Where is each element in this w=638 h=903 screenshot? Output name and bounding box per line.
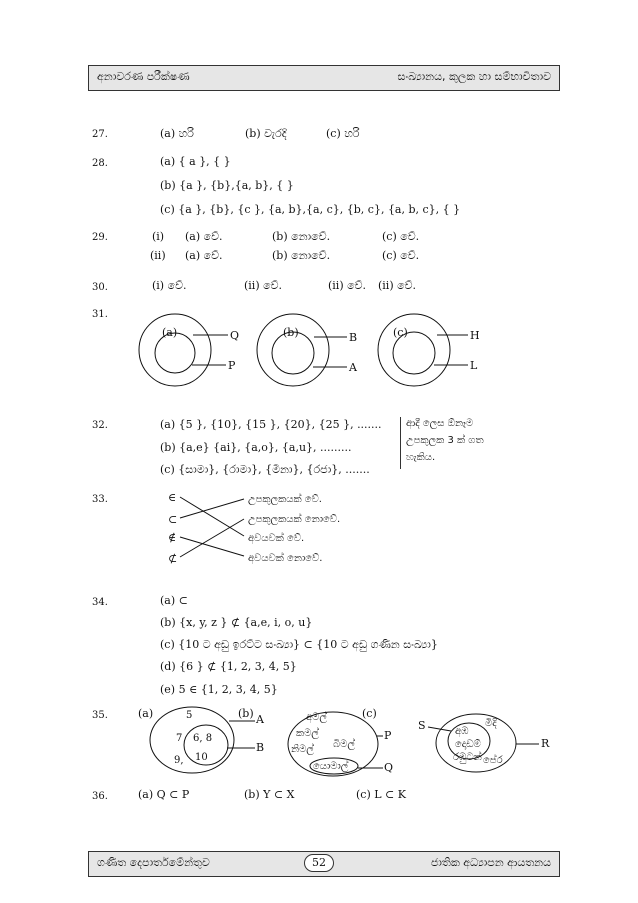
q34-d: (d) {6 } ⊄ {1, 2, 3, 4, 5} — [160, 660, 297, 673]
q35-c-rambutan: රඹුටන් — [453, 752, 482, 763]
q35-b-yomal: යොමාල් — [313, 761, 349, 772]
q29-r1-b: (b) නොවේ. — [272, 230, 331, 243]
q31-b-A: A — [349, 361, 357, 374]
q28-b: (b) {a }, {b},{a, b}, { } — [160, 179, 294, 192]
q35-a-val-9: 9, — [174, 755, 184, 766]
q33-right-4: අවයවක් නොවේ. — [248, 553, 323, 564]
q36-number: 36. — [92, 791, 108, 802]
q33-right-3: අවයවක් වේ. — [248, 533, 305, 544]
q35-a-label: (a) — [138, 707, 154, 720]
q35-a-val-5: 5 — [186, 710, 193, 721]
q35-a-val-7: 7 — [176, 733, 183, 744]
q34-b: (b) {x, y, z } ⊄ {a,e, i, o, u} — [160, 616, 313, 629]
q35-c-aba: අඹ — [455, 726, 469, 737]
header-left-title: අනාවරණ පරීක්ෂණ — [97, 70, 190, 83]
q33-symbol-2: ⊂ — [168, 513, 178, 526]
q31-a-P: P — [228, 359, 236, 372]
q33-number: 33. — [92, 494, 108, 505]
q35-b-label: (b) — [238, 707, 254, 720]
q35-b-bimal: බිමල් — [333, 739, 355, 750]
q30-p3: (ii) වේ. — [328, 279, 367, 292]
q31-b-label: (b) — [283, 326, 299, 339]
q33-symbol-3: ∉ — [168, 531, 177, 544]
q29-r1-index: (i) — [152, 230, 165, 243]
q29-r1-a: (a) වේ. — [185, 230, 223, 243]
q31-a-inner-circle — [155, 333, 195, 373]
q30-p2: (ii) වේ. — [244, 279, 283, 292]
q28-number: 28. — [92, 158, 108, 169]
q34-number: 34. — [92, 597, 108, 608]
q35-number: 35. — [92, 710, 108, 721]
q33-match-line-4 — [180, 519, 244, 557]
q31-b-inner-circle — [272, 332, 314, 374]
q35-a-inner-ellipse — [184, 725, 228, 765]
q32-note-line1: ආදී ලෙස ඕනෑම — [406, 418, 474, 429]
q35-b-P: P — [384, 729, 392, 742]
q31-c-outer-circle — [378, 314, 450, 386]
q35-b-outer-ellipse — [288, 712, 378, 776]
q35-a-A: A — [256, 713, 264, 726]
q31-b-outer-circle — [257, 314, 329, 386]
q29-r2-c: (c) වේ. — [382, 249, 420, 262]
q31-a-label: (a) — [162, 326, 178, 339]
q28-a: (a) { a }, { } — [160, 155, 231, 168]
q33-symbol-4: ⊄ — [168, 552, 178, 565]
q31-c-H: H — [470, 329, 480, 342]
q36-b: (b) Y ⊂ X — [244, 788, 295, 801]
q35-a-val-10: 10 — [195, 752, 208, 763]
q35-b-nimal: නිමල් — [291, 744, 314, 755]
q27-b: (b) වැරදි — [245, 127, 287, 140]
q30-p1: (i) වේ. — [152, 279, 187, 292]
q35-b-amal: අමල් — [306, 712, 327, 723]
q35-b-Q: Q — [384, 761, 394, 774]
q29-r2-b: (b) නොවේ. — [272, 249, 331, 262]
footer-left-text: ගණිත දෙපාර්තමේන්තුව — [97, 856, 210, 869]
q32-note-line2: උපකුලක 3 ක් ගත — [406, 435, 484, 446]
q29-number: 29. — [92, 232, 108, 243]
q31-c-inner-circle — [393, 332, 435, 374]
q31-a-outer-circle — [139, 314, 211, 386]
footer-right-text: ජාතික අධ්‍යාපන ආයතනය — [430, 856, 551, 869]
q32-b: (b) {a,e} {ai}, {a,o}, {a,u}, ......... — [160, 441, 352, 454]
q33-match-line-2 — [180, 499, 244, 518]
q29-r2-index: (ii) — [150, 249, 166, 262]
q36-a: (a) Q ⊂ P — [138, 788, 190, 801]
q32-a: (a) {5 }, {10}, {15 }, {20}, {25 }, ....... — [160, 418, 382, 431]
q35-b-kamal: කමල් — [296, 728, 319, 739]
q31-c-label: (c) — [393, 326, 408, 339]
page-number: 52 — [304, 854, 334, 872]
q27-number: 27. — [92, 129, 108, 140]
q29-r2-a: (a) වේ. — [185, 249, 223, 262]
q33-match-line-3 — [180, 537, 244, 556]
header-right-title: සංඛ්‍යානය, කුලක හා සම්භාවිතාව — [397, 70, 551, 83]
q35-c-S: S — [418, 719, 426, 732]
q35-a-outer-ellipse — [150, 707, 234, 773]
q29-r1-c: (c) වේ. — [382, 230, 420, 243]
q30-number: 30. — [92, 282, 108, 293]
q35-c-label: (c) — [362, 707, 377, 720]
q34-e: (e) 5 ∈ {1, 2, 3, 4, 5} — [160, 683, 278, 696]
q33-right-2: උපකුලකයක් නොවේ. — [248, 514, 341, 525]
q35-c-pera: පේර — [483, 755, 503, 766]
q27-a: (a) හරි — [160, 127, 194, 140]
q31-b-B: B — [349, 331, 358, 344]
q30-p4: (ii) වේ. — [378, 279, 417, 292]
q32-c: (c) {සාමා}, {රාමා}, {මීනා}, {රජා}, ....... — [160, 463, 370, 476]
q27-c: (c) හරි — [326, 127, 360, 140]
q28-c: (c) {a }, {b}, {c }, {a, b},{a, c}, {b, c}, {a, b, c}, { } — [160, 203, 461, 216]
q35-a-val-68: 6, 8 — [193, 733, 213, 744]
q35-b-inner-ellipse — [310, 758, 358, 774]
q31-number: 31. — [92, 309, 108, 320]
q35-c-R: R — [541, 737, 550, 750]
q34-a: (a) ⊂ — [160, 594, 188, 607]
q36-c: (c) L ⊂ K — [356, 788, 406, 801]
q33-right-1: උපකුලකයක් වේ. — [248, 494, 322, 505]
q34-c: (c) {10 ට අඩු ඉරට්ට සංඛ්‍යා} ⊂ {10 ට අඩු ගණින සංඛ්‍යා} — [160, 638, 438, 651]
q35-c-dodam: දොඩම් — [455, 739, 481, 750]
q33-match-line-1 — [180, 497, 244, 536]
q31-c-L: L — [470, 359, 478, 372]
q32-note-line3: හැකිය. — [406, 452, 436, 463]
q35-c-midi: මිදි — [485, 718, 497, 729]
q35-a-B: B — [256, 741, 265, 754]
q35-c-inner-ellipse — [448, 723, 490, 759]
q33-symbol-1: ∈ — [168, 491, 177, 504]
q31-a-Q: Q — [230, 329, 240, 342]
q32-number: 32. — [92, 420, 108, 431]
